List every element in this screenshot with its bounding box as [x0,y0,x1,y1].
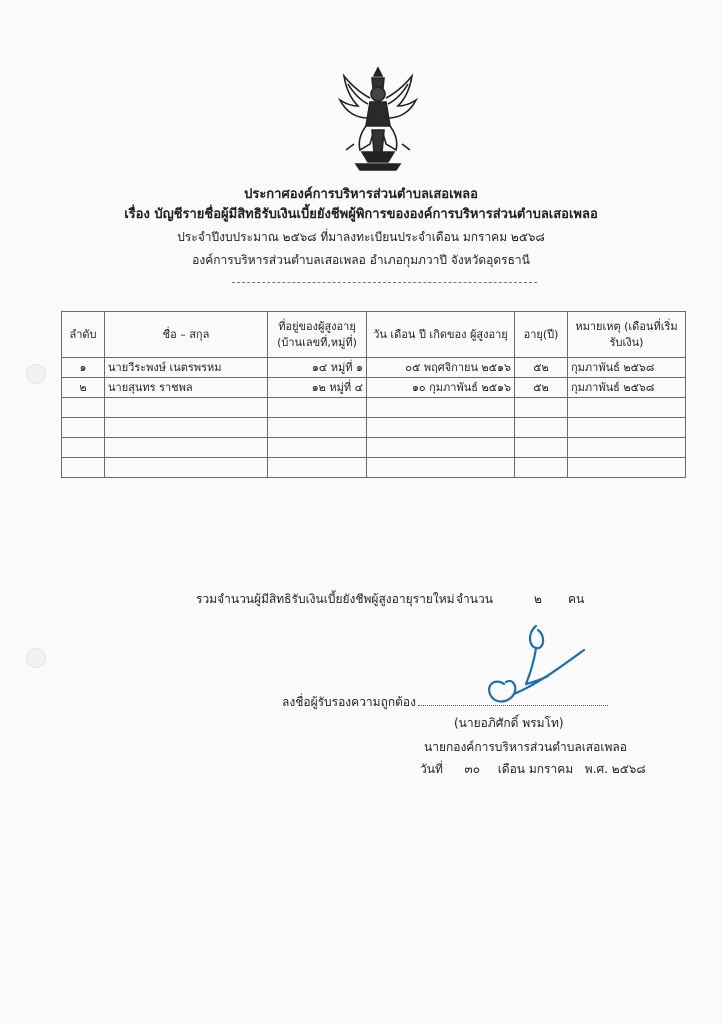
cell-no: ๒ [62,378,105,398]
summary-label: รวมจำนวนผู้มีสิทธิรับเงินเบี้ยยังชีพผู้สูงอายุรายใหม่ [196,592,455,606]
beneficiary-table [61,311,686,478]
subject-line: เรื่อง บัญชีรายชื่อผู้มีสิทธิรับเงินเบี้ยยังชีพผู้พิการขององค์การบริหารส่วนตำบลเสอเพลอ [124,207,598,222]
cell-address: ๑๔ หมู่ที่ ๑ [268,358,367,378]
cell-age [515,398,568,418]
cell-name [105,438,268,458]
header-no: ลำดับ [62,312,105,358]
cell-name [105,458,268,478]
table-row [62,458,686,478]
cell-age [515,418,568,438]
date-month-label: เดือน [497,762,526,776]
cell-birthdate [367,418,515,438]
cell-remark: กุมภาพันธ์ ๒๕๖๘ [568,358,686,378]
cell-address [268,458,367,478]
cell-address [268,438,367,458]
cell-no: ๑ [62,358,105,378]
cell-birthdate [367,438,515,458]
cell-remark: กุมภาพันธ์ ๒๕๖๘ [568,378,686,398]
summary-count: ๒ [534,592,542,606]
cell-age: ๕๒ [515,358,568,378]
cell-remark [568,418,686,438]
cell-no [62,458,105,478]
table-row [62,398,686,418]
cell-birthdate: ๐๕ พฤศจิกายน ๒๕๑๖ [367,358,515,378]
header-name: ชื่อ – สกุล [105,312,268,358]
cell-name [105,418,268,438]
cell-address [268,418,367,438]
cell-no [62,438,105,458]
announcement-title: ประกาศองค์การบริหารส่วนตำบลเสอเพลอ [244,187,478,202]
header-age: อายุ(ปี) [515,312,568,358]
table-row [62,418,686,438]
cell-remark [568,438,686,458]
handwritten-signature [478,618,588,713]
location-line: องค์การบริหารส่วนตำบลเสอเพลอ อำเภอกุมภวาปี จังหวัดอุดรธานี [192,253,530,267]
cell-age: ๕๒ [515,378,568,398]
punch-hole [26,648,46,668]
cell-no [62,418,105,438]
table-row [62,438,686,458]
punch-hole [26,364,46,384]
cell-birthdate: ๑๐ กุมภาพันธ์ ๒๕๑๖ [367,378,515,398]
table-row [62,358,686,378]
summary-line [196,590,585,609]
header-address: ที่อยู่ของผู้สูงอายุ (บ้านเลขที่,หมู่ที่) [268,312,367,358]
cell-name: นายวีระพงษ์ เนตรพรหม [105,358,268,378]
cell-address [268,398,367,418]
date-year-label: พ.ศ. [584,762,608,776]
cell-remark [568,398,686,418]
table-header-row [62,312,686,358]
date-year: ๒๕๖๘ [611,762,646,776]
table-row [62,378,686,398]
header-birthdate: วัน เดือน ปี เกิดของ ผู้สูงอายุ [367,312,515,358]
cell-birthdate [367,398,515,418]
date-month: มกราคม [528,762,574,776]
cell-name [105,398,268,418]
summary-unit: คน [568,592,585,606]
cell-age [515,458,568,478]
cell-address: ๑๒ หมู่ที่ ๔ [268,378,367,398]
header-divider [232,282,537,283]
signer-name: (นายอภิศักดิ์ พรมโท) [454,716,564,730]
date-prefix: วันที่ [420,762,443,776]
cell-remark [568,458,686,478]
summary-amount-label: จำนวน [456,592,493,606]
date-day: ๓๐ [464,762,481,776]
garuda-emblem-icon [336,64,420,174]
cell-age [515,438,568,458]
cell-no [62,398,105,418]
date-line [420,760,646,779]
signer-title: นายกองค์การบริหารส่วนตำบลเสอเพลอ [424,740,627,754]
period-line: ประจำปีงบประมาณ ๒๕๖๘ ที่มาลงทะเบียนประจำเดือน มกราคม ๒๕๖๘ [177,230,545,244]
header-remark: หมายเหตุ (เดือนที่เริ่มรับเงิน) [568,312,686,358]
certify-label: ลงชื่อผู้รับรองความถูกต้อง [282,695,416,709]
cell-birthdate [367,458,515,478]
cell-name: นายสุนทร ราชพล [105,378,268,398]
